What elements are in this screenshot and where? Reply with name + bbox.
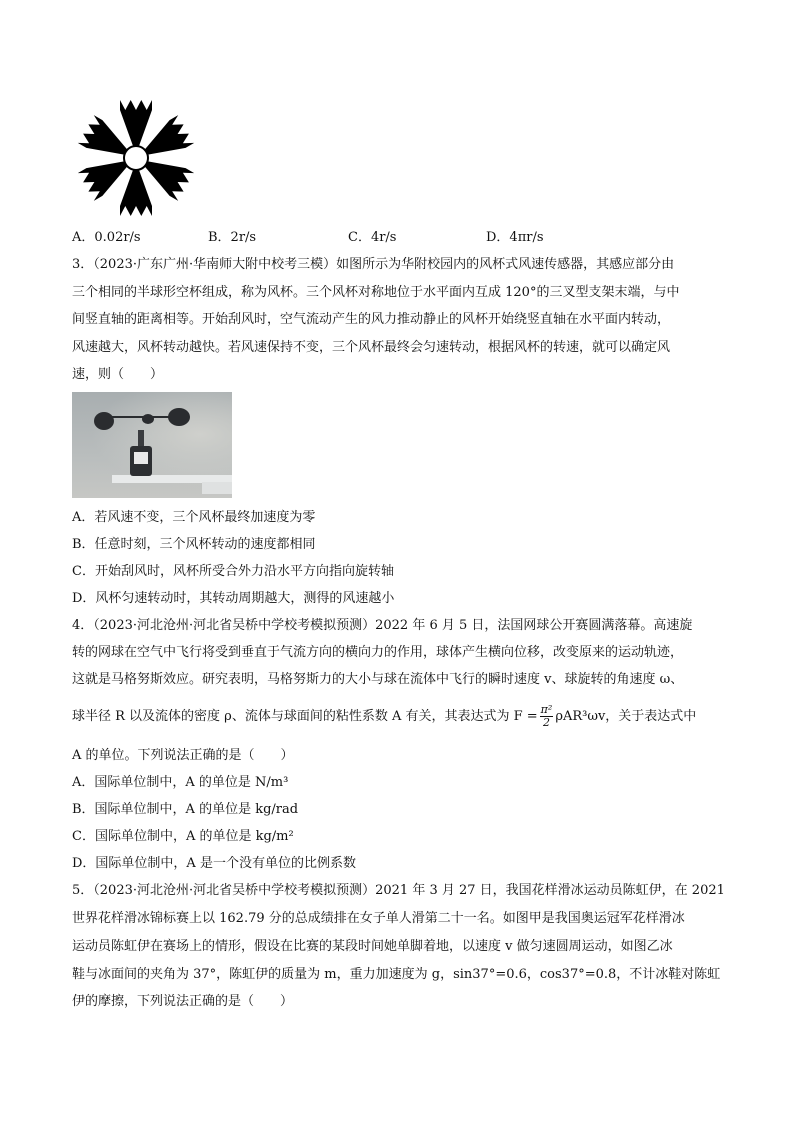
q5-stem-line-5: 伊的摩擦，下列说法正确的是（ ）: [72, 994, 294, 1009]
q4-stem-line-1: 4．（2023·河北沧州·河北省吴桥中学校考模拟预测）2022 年 6 月 5 日，法国网球公开赛圆满落幕。高速旋: [72, 618, 693, 633]
q5-stem-line-3: 运动员陈虹伊在赛场上的情形，假设在比赛的某段时间她单脚着地，以速度 v 做匀速圆周运动，如图乙冰: [72, 939, 673, 954]
q4-line4-prefix: 球半径 R 以及流体的密度 ρ、流体与球面间的粘性系数 A 有关，其表达式为 F =: [72, 709, 538, 724]
q5-stem-line-4: 鞋与冰面间的夹角为 37°，陈虹伊的质量为 m，重力加速度为 g，sin37°=0.6，cos37°=0.8，不计冰鞋对陈虹: [72, 967, 721, 982]
q2-option-c[interactable]: C．4r/s: [348, 230, 397, 245]
pinwheel-petal: [78, 161, 127, 201]
q4-option-a[interactable]: A．国际单位制中，A 的单位是 N/m³: [72, 775, 289, 790]
q4-stem-line-3: 这就是马格努斯效应。研究表明，马格努斯力的大小与球在流体中飞行的瞬时速度 v、球旋转的角速度 ω、: [72, 672, 684, 687]
q3-option-b[interactable]: B．任意时刻，三个风杯转动的速度都相同: [72, 537, 316, 552]
q4-stem-line-2: 转的网球在空气中飞行将受到垂直于气流方向的横向力的作用，球体产生横向位移，改变原来的运动轨迹，: [72, 645, 684, 660]
formula-fraction-numerator: π²: [540, 703, 553, 716]
q2-options: [72, 228, 732, 248]
q3-option-c[interactable]: C．开始刮风时，风杯所受合外力沿水平方向指向旋转轴: [72, 564, 394, 579]
q2-option-b[interactable]: B．2r/s: [208, 230, 257, 245]
pinwheel-center: [124, 146, 148, 170]
q4-stem-line-5: A 的单位。下列说法正确的是（ ）: [72, 748, 294, 763]
q3-stem-line-4: 风速越大，风杯转动越快。若风速保持不变，三个风杯最终会匀速转动，根据风杯的转速，就可以确定风: [72, 340, 671, 355]
q3-stem-line-1: 3．（2023·广东广州·华南师大附中校考三模）如图所示为华附校园内的风杯式风速传感器，其感应部分由: [72, 257, 675, 272]
q4-line4-suffix: ρAR³ωv，关于表达式中: [555, 709, 697, 724]
formula-fraction: [540, 704, 554, 729]
pinwheel-petal: [145, 161, 194, 201]
q3-option-d[interactable]: D．风杯匀速转动时，其转动周期越大，测得的风速越小: [72, 591, 395, 606]
q4-stem-line-4: [72, 704, 732, 729]
anemometer-photo: [72, 392, 232, 498]
q5-stem-line-2: 世界花样滑冰锦标赛上以 162.79 分的总成绩排在女子单人滑第二十一名。如图甲是我国奥运冠军花样滑冰: [72, 911, 685, 926]
q3-stem-line-2: 三个相同的半球形空杯组成，称为风杯。三个风杯对称地位于水平面内互成 120°的三叉型支架末端，与中: [72, 285, 680, 300]
q4-option-d[interactable]: D．国际单位制中，A 是一个没有单位的比例系数: [72, 856, 356, 871]
pinwheel-petal: [145, 115, 194, 155]
q3-option-a[interactable]: A．若风速不变，三个风杯最终加速度为零: [72, 510, 316, 525]
q4-option-c[interactable]: C．国际单位制中，A 的单位是 kg/m²: [72, 829, 294, 844]
q4-option-b[interactable]: B．国际单位制中，A 的单位是 kg/rad: [72, 802, 299, 817]
q5-stem-line-1: 5．（2023·河北沧州·河北省吴桥中学校考模拟预测）2021 年 3 月 27 日，我国花样滑冰运动员陈虹伊，在 2021: [72, 883, 725, 898]
q3-stem-line-3: 间竖直轴的距离相等。开始刮风时，空气流动产生的风力推动静止的风杯开始绕竖直轴在水平面内转动，: [72, 312, 671, 327]
q3-stem-line-5: 速，则（ ）: [72, 367, 164, 382]
pinwheel-petal: [120, 100, 152, 146]
q2-option-d[interactable]: D．4πr/s: [486, 230, 544, 245]
pinwheel-figure: [72, 96, 200, 220]
formula-fraction-denominator: 2: [542, 716, 550, 729]
pinwheel-petal: [120, 170, 152, 216]
pinwheel-petal: [78, 115, 127, 155]
q2-option-a[interactable]: A．0.02r/s: [72, 230, 141, 245]
